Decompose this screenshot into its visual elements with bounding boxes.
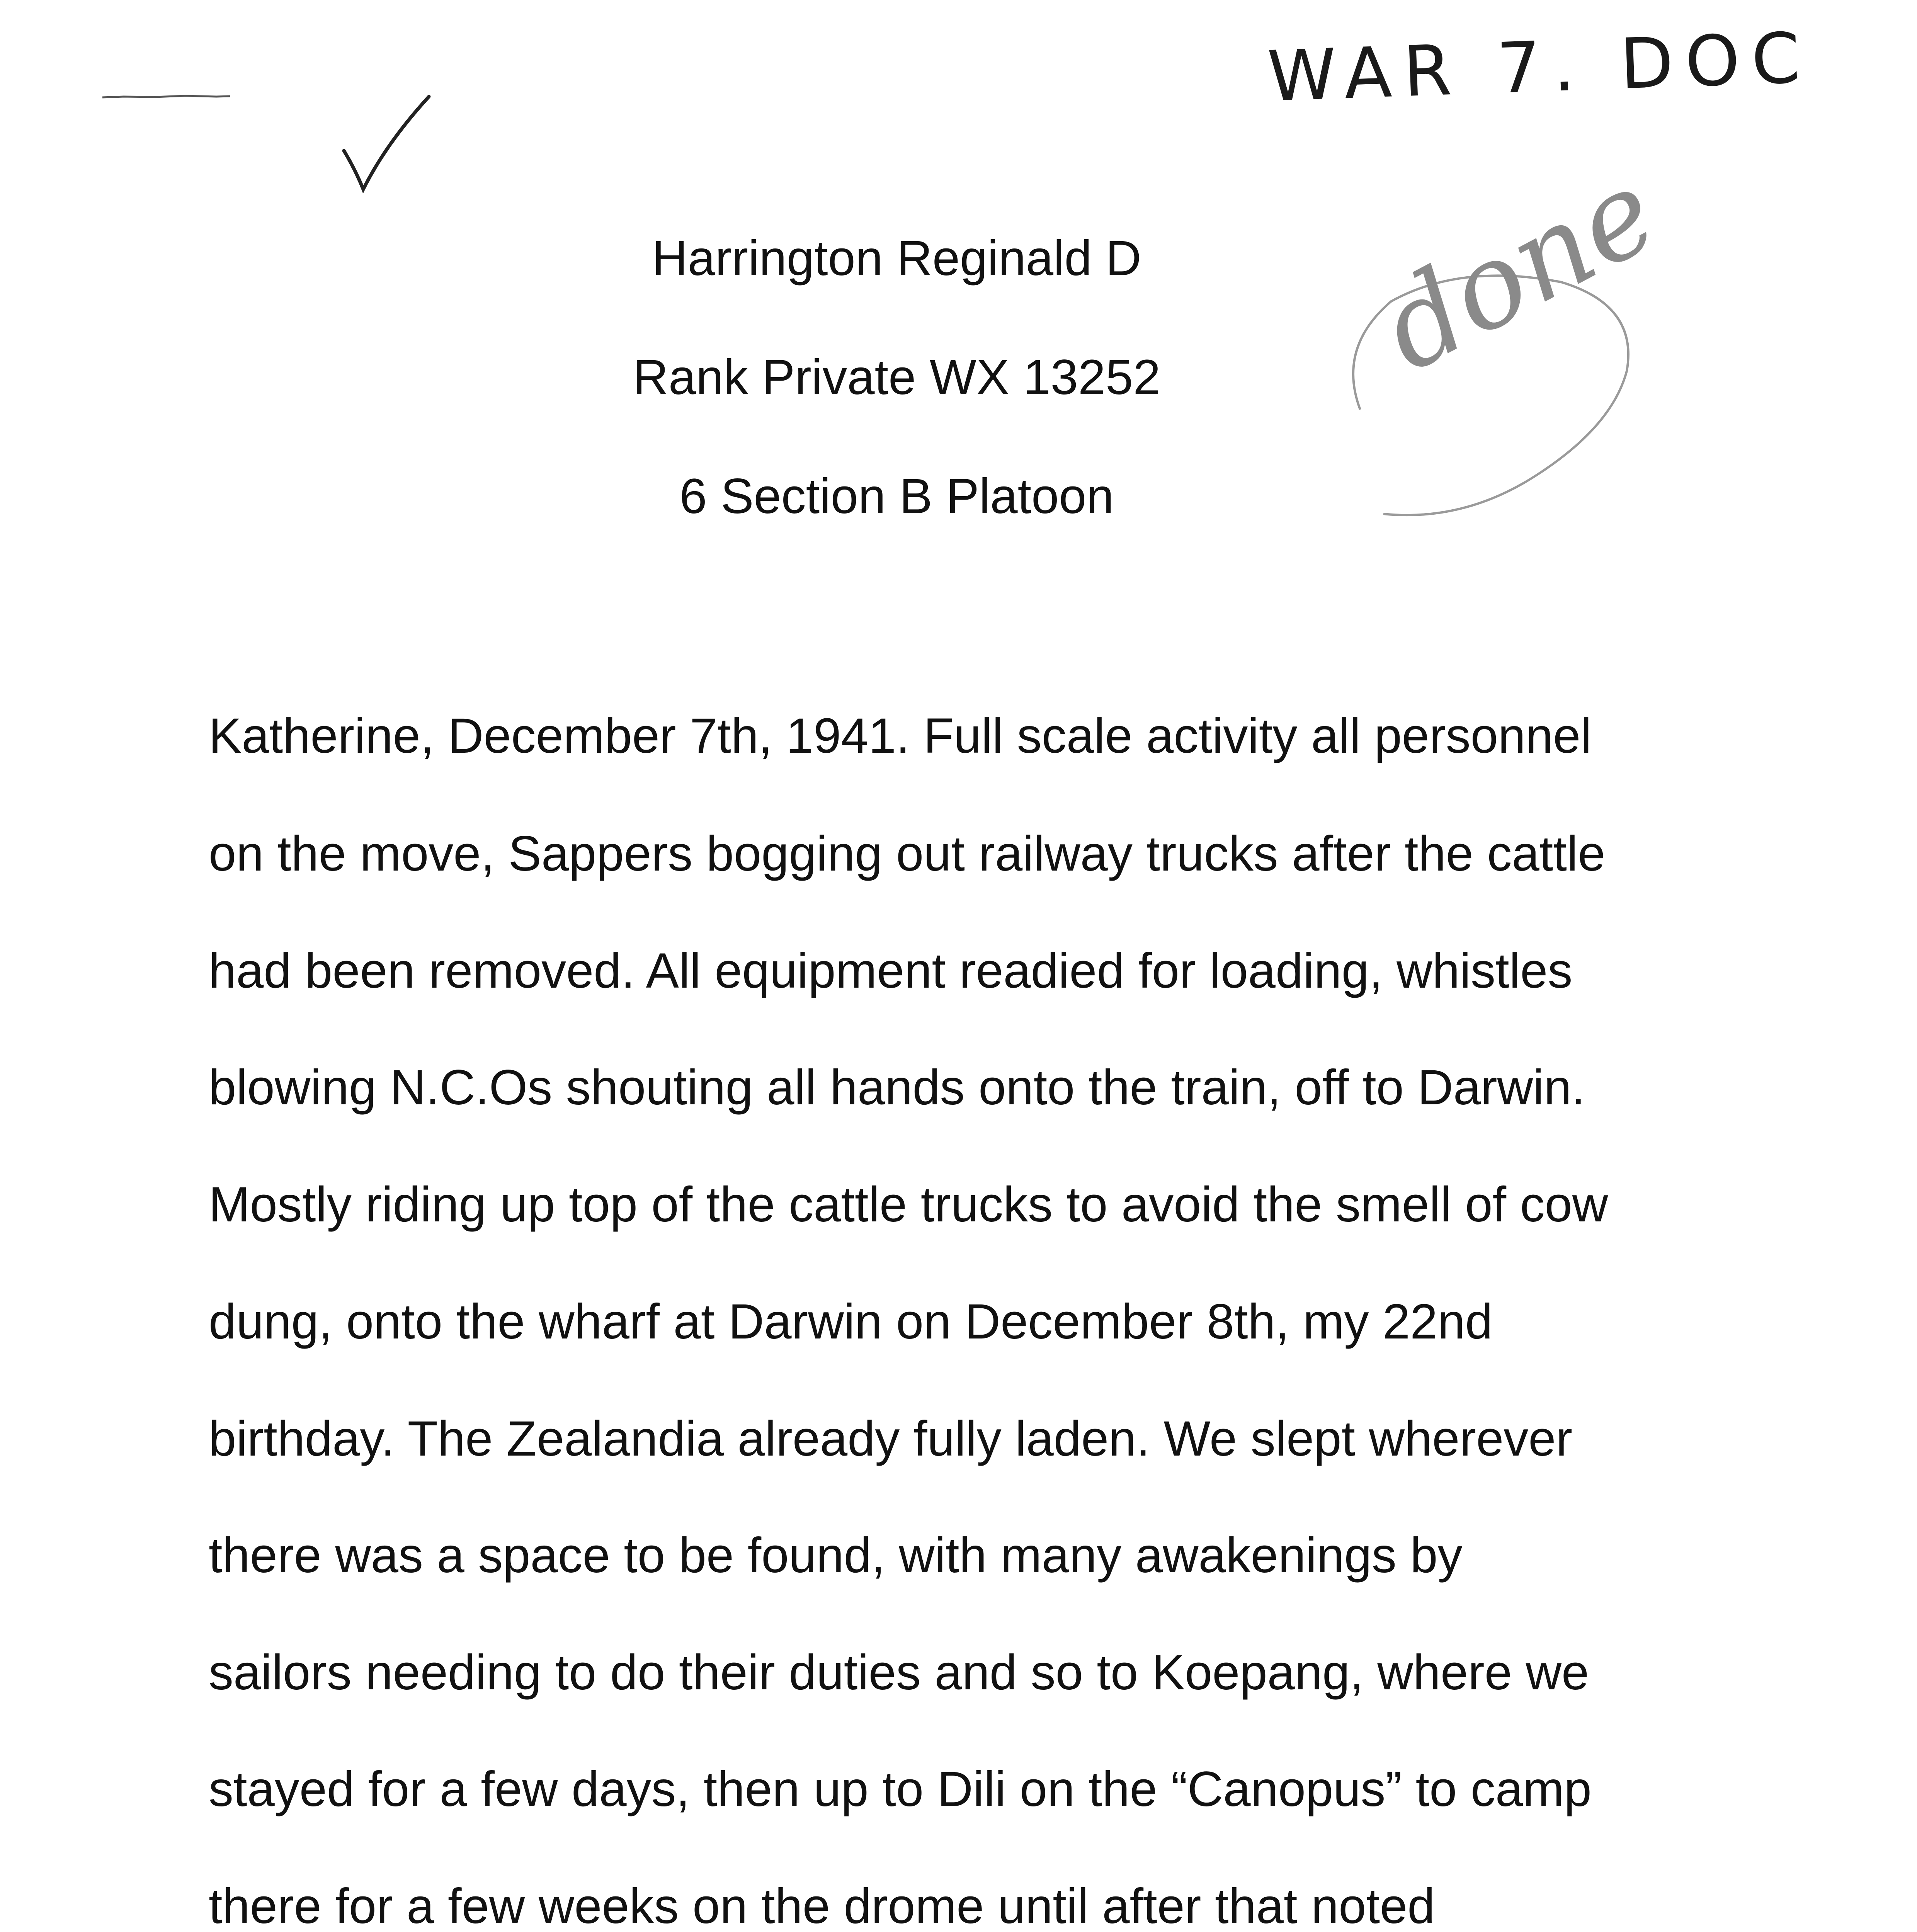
body-line: had been removed. All equipment readied for loading, whistles [209,943,1573,998]
body-line: there for a few weeks on the drome until after that noted [209,1879,1435,1932]
body-line: dung, onto the wharf at Darwin on December 8th, my 22nd [209,1294,1493,1349]
done-stamp-label: done [1360,143,1677,398]
body-line: there was a space to be found, with many awakenings by [209,1528,1463,1583]
body-line: sailors needing to do their duties and so to Koepang, where we [209,1645,1589,1700]
body-line: Katherine, December 7th, 1941. Full scale activity all personnel [209,708,1592,764]
soldier-name: Harrington Reginald D [652,231,1141,286]
body-line: blowing N.C.Os shouting all hands onto the train, off to Darwin. [209,1060,1585,1115]
checkmark-icon [340,93,433,193]
soldier-unit: 6 Section B Platoon [679,469,1114,524]
body-line: stayed for a few days, then up to Dili on the “Canopus” to camp [209,1762,1592,1817]
body-line: Mostly riding up top of the cattle trucks to avoid the smell of cow [209,1177,1608,1232]
body-line: birthday. The Zealandia already fully laden. We slept wherever [209,1411,1573,1466]
body-line: on the move, Sappers bogging out railway trucks after the cattle [209,826,1606,881]
soldier-rank: Rank Private WX 13252 [633,350,1161,405]
pen-dash-mark [100,89,232,104]
handwritten-filename: WAR 7. DOC [1266,17,1813,117]
